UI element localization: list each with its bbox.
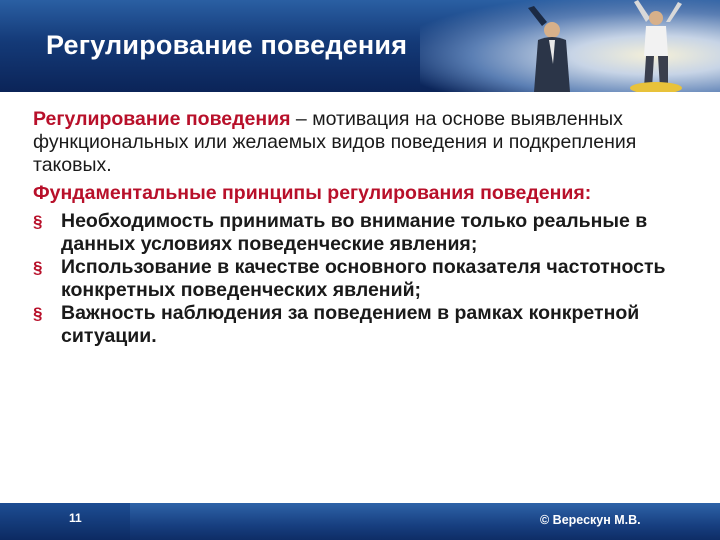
list-item [33, 256, 693, 302]
bullet-icon: § [33, 258, 43, 277]
definition-text: – мотивация на основе выявленных функциональных или желаемых видов поведения и подкрепления таковых. [33, 108, 637, 176]
bullet-icon: § [33, 304, 43, 323]
definition-paragraph [33, 108, 693, 177]
bullet-icon: § [33, 212, 43, 231]
list-item [33, 302, 693, 348]
cheering-man-image [628, 0, 684, 92]
principle-text: Необходимость принимать во внимание только реальные в данных условиях поведенческие явления; [61, 210, 648, 255]
principle-text: Важность наблюдения за поведением в рамках конкретной ситуации. [61, 302, 640, 347]
principles-heading: Фундаментальные принципы регулирования поведения: [33, 182, 592, 204]
principles-list [33, 210, 693, 348]
definition-term: Регулирование поведения [33, 108, 291, 130]
businessman-image [520, 6, 580, 92]
slide-content [33, 108, 693, 348]
slide-number: 11 [69, 511, 82, 525]
slide-title: Регулирование поведения [46, 30, 408, 60]
header-banner [0, 0, 720, 92]
author-credit: © Верескун М.В. [540, 513, 641, 527]
principle-text: Использование в качестве основного показателя частотность конкретных поведенческих явлений; [61, 256, 666, 301]
footer-left-panel [0, 503, 130, 540]
list-item [33, 210, 693, 256]
